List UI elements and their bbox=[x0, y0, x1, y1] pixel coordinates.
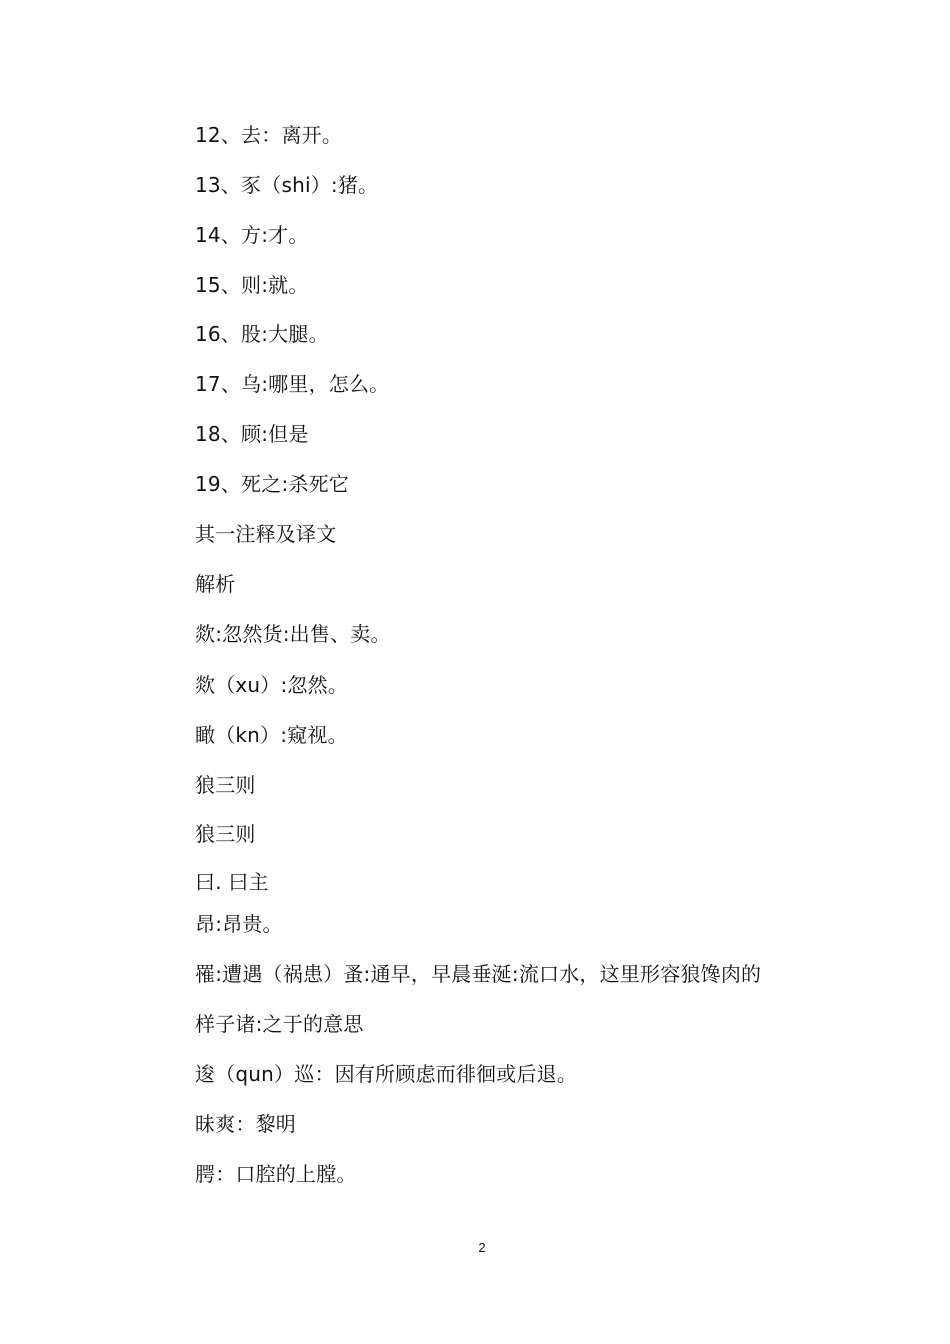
text-line: 逡（qun）巡：因有所顾虑而徘徊或后退。 bbox=[195, 1062, 578, 1086]
section-heading: 解析 bbox=[195, 572, 236, 596]
text-line: 19、死之:杀死它 bbox=[195, 472, 349, 496]
text-line: 14、方:才。 bbox=[195, 223, 309, 247]
section-heading: 狼三则 bbox=[195, 822, 256, 846]
text-line: 昂:昂贵。 bbox=[195, 912, 283, 936]
text-line: 17、乌:哪里，怎么。 bbox=[195, 372, 390, 396]
text-line: 曰. 曰主 bbox=[195, 870, 269, 894]
text-line: 欻（xu）:忽然。 bbox=[195, 673, 349, 697]
text-line: 13、豕（shi）:猪。 bbox=[195, 173, 379, 197]
text-line: 瞰（kn）:窥视。 bbox=[195, 723, 348, 747]
text-line: 样子诸:之于的意思 bbox=[195, 1012, 364, 1036]
text-line: 罹:遭遇（祸患）蚤:通早，早晨垂涎:流口水，这里形容狼馋肉的 bbox=[195, 962, 762, 986]
text-line: 腭：口腔的上膛。 bbox=[195, 1162, 357, 1186]
text-line: 欻:忽然货:出售、卖。 bbox=[195, 622, 391, 646]
text-line: 12、去：离开。 bbox=[195, 123, 343, 147]
text-line: 昧爽：黎明 bbox=[195, 1112, 296, 1136]
page-number: 2 bbox=[478, 1240, 486, 1255]
section-heading: 狼三则 bbox=[195, 773, 256, 797]
text-line: 15、则:就。 bbox=[195, 273, 309, 297]
text-line: 16、股:大腿。 bbox=[195, 322, 329, 346]
text-line: 18、顾:但是 bbox=[195, 422, 309, 446]
section-heading: 其一注释及译文 bbox=[195, 522, 337, 546]
